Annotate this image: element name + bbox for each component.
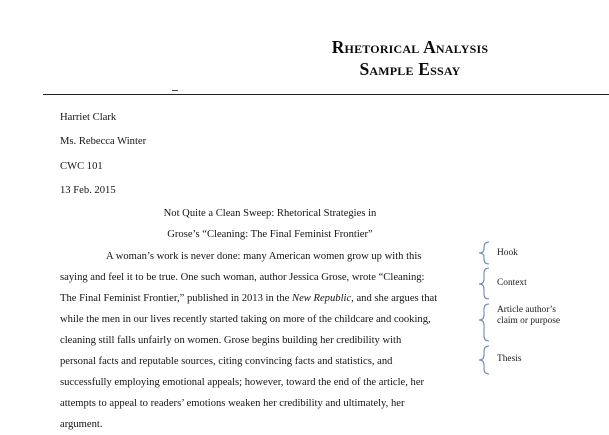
paragraph-line: attempts to appeal to readers’ emotions weaken her credibility and ultimately, her [60,398,405,409]
paragraph-text: The Final Feminist Frontier,” published in 2013 in the [60,293,293,304]
essay-date: 13 Feb. 2015 [60,185,116,196]
annotation-thesis: Thesis [497,354,522,364]
paragraph-line: personal facts and reputable sources, citing convincing facts and statistics, and [60,356,393,367]
essay-title-line-1: Not Quite a Clean Sweep: Rhetorical Strategies in [163,208,377,219]
student-name: Harriet Clark [60,112,117,123]
paragraph-line: while the men in our lives recently started taking on more of the childcare and cooking, [60,314,431,325]
paragraph-line: saying and feel it to be true. One such woman, author Jessica Grose, wrote “Cleaning: [60,272,425,283]
essay-title-line-2: Grose’s “Cleaning: The Final Feminist Frontier” [167,229,373,240]
thesis-bracket [479,346,489,374]
essay-paragraph [60,246,480,435]
hook-bracket [479,242,489,264]
document-title [300,36,520,80]
title-line-1: Rhetorical Analysis [331,37,489,57]
annotation-hook: Hook [497,248,518,258]
paragraph-line: cleaning still falls unfairly on women. Grose begins building her credibility with [60,335,402,346]
title-line-2: Sample Essay [359,59,461,79]
paragraph-line: argument. [60,419,103,430]
instructor-name: Ms. Rebecca Winter [60,136,147,147]
annotation-claim-line-1: Article author’s [497,305,556,315]
paragraph-text: , and she argues that [351,293,438,304]
paragraph-line: A woman’s work is never done: many American women grow up with this [106,251,422,262]
paragraph-line [60,288,480,309]
course-name: CWC 101 [60,161,103,172]
publication-title: New Republic [292,293,352,304]
rule-mark [172,90,178,91]
annotation-context: Context [497,278,527,288]
paragraph-line: successfully employing emotional appeals; however, toward the end of the article, her [60,377,425,388]
annotation-claim-line-2: claim or purpose [497,316,561,326]
horizontal-rule [43,94,609,95]
context-bracket [479,268,489,299]
claim-bracket [479,304,489,341]
